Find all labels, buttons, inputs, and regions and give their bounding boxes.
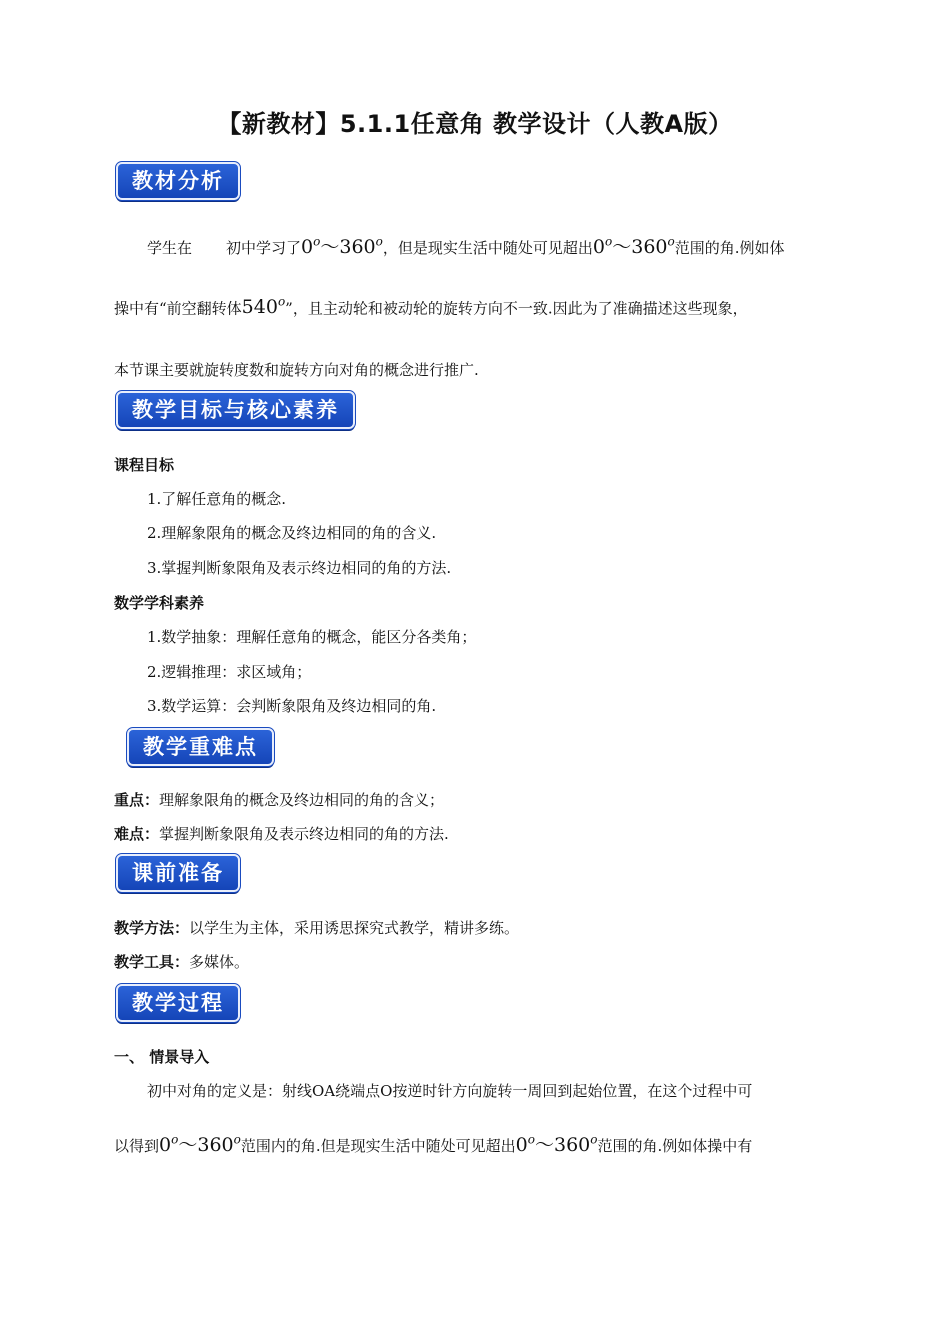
method-line: [114, 917, 519, 938]
analysis-text: 范围的角.例如体: [674, 239, 785, 257]
focus-line: [114, 789, 444, 810]
difficulty-text: 掌握判断象限角及表示终边相同的角的方法.: [159, 825, 449, 843]
document-title: 【新教材】5.1.1任意角 教学设计（人教A版）: [217, 110, 733, 138]
analysis-line-2: [114, 295, 748, 318]
analysis-line-3: 本节课主要就旋转度数和旋转方向对角的概念进行推广.: [114, 361, 479, 379]
method-text: 以学生为主体，采用诱思探究式教学，精讲多练。: [189, 919, 520, 937]
analysis-text: ”，且主动轮和被动轮的旋转方向不一致.因此为了准确描述这些现象，: [285, 299, 748, 318]
analysis-text: 初中学习了: [226, 239, 302, 257]
process-text: 范围的角.例如体操中有: [597, 1137, 753, 1155]
process-line-2: [114, 1130, 752, 1157]
section-badge-keypoints: 教学重难点: [127, 728, 274, 766]
process-text: 范围内的角.但是现实生活中随处可见超出: [240, 1137, 516, 1155]
focus-text: 理解象限角的概念及终边相同的角的含义；: [159, 791, 445, 809]
analysis-line-1: [147, 232, 785, 259]
literacy-item: 3.数学运算：会判断象限角及终边相同的角.: [147, 697, 437, 715]
step-heading: 一、 情景导入: [114, 1048, 210, 1066]
literacy-item: 1.数学抽象：理解任意角的概念，能区分各类角；: [147, 628, 477, 646]
section-badge-process: 教学过程: [116, 984, 240, 1022]
math-flip: 540$^o$: [241, 295, 286, 319]
difficulty-label: 难点：: [114, 825, 160, 843]
tool-line: [114, 951, 249, 972]
process-text: 以得到: [114, 1137, 160, 1155]
section-badge-goals: 教学目标与核心素养: [116, 391, 355, 429]
literacy-item: 2.逻辑推理：求区域角；: [147, 663, 312, 681]
difficulty-line: [114, 823, 449, 844]
math-range: 0$^o$～360$^o$: [301, 234, 383, 258]
tool-text: 多媒体。: [189, 953, 250, 971]
course-goal-item: 2.理解象限角的概念及终边相同的角的含义.: [147, 524, 437, 542]
method-label: 教学方法：: [114, 919, 190, 937]
math-range: 0$^o$～360$^o$: [159, 1132, 241, 1156]
math-range: 0$^o$～360$^o$: [515, 1132, 598, 1156]
analysis-text: 学生在: [147, 239, 193, 257]
analysis-text: 操中有“前空翻转体: [114, 299, 242, 318]
course-goal-item: 1.了解任意角的概念.: [147, 490, 287, 508]
section-badge-analysis: 教材分析: [116, 162, 240, 200]
course-goals-heading: 课程目标: [114, 456, 175, 474]
focus-label: 重点：: [114, 791, 160, 809]
course-goal-item: 3.掌握判断象限角及表示终边相同的角的方法.: [147, 559, 452, 577]
tool-label: 教学工具：: [114, 953, 190, 971]
literacy-heading: 数学学科素养: [114, 594, 205, 612]
process-line-1: 初中对角的定义是：射线OA绕端点O按逆时针方向旋转一周回到起始位置，在这个过程中可: [147, 1082, 753, 1100]
analysis-text: ，但是现实生活中随处可见超出: [382, 239, 593, 257]
section-badge-prep: 课前准备: [116, 854, 240, 892]
math-range: 0$^o$～360$^o$: [592, 234, 675, 258]
